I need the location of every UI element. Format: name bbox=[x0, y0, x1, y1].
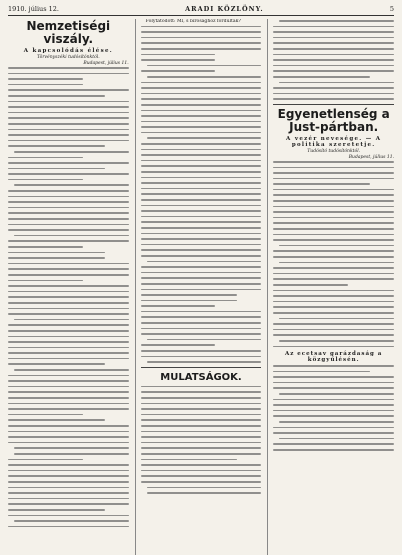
text-line bbox=[279, 20, 394, 22]
text-line bbox=[279, 262, 394, 264]
text-line bbox=[141, 54, 216, 56]
text-line bbox=[141, 70, 216, 72]
text-line bbox=[8, 285, 129, 287]
text-line bbox=[141, 115, 262, 117]
text-line bbox=[279, 82, 394, 84]
column-3-top-text bbox=[273, 20, 394, 100]
mulatsagok-body bbox=[141, 386, 262, 494]
text-line bbox=[141, 177, 262, 179]
text-line bbox=[8, 352, 129, 354]
text-line bbox=[141, 464, 262, 466]
text-line bbox=[8, 140, 129, 142]
text-line bbox=[14, 520, 129, 522]
article-subhead-2: A vezér nevesége. — A politika szeretetje. bbox=[286, 135, 382, 148]
section-divider bbox=[141, 367, 262, 368]
article-dateline: Budapest, július 11. bbox=[83, 61, 129, 66]
text-line bbox=[141, 414, 262, 416]
text-line bbox=[141, 205, 262, 207]
article-byline-2: Tudósító tudósítónktól. bbox=[307, 148, 361, 154]
text-line bbox=[141, 356, 262, 358]
text-line bbox=[141, 121, 262, 123]
text-line bbox=[8, 498, 129, 500]
text-line bbox=[273, 295, 394, 297]
text-line bbox=[141, 26, 262, 28]
text-line bbox=[141, 311, 262, 313]
text-line bbox=[141, 210, 262, 212]
text-line bbox=[273, 42, 394, 44]
text-line bbox=[141, 322, 262, 324]
text-line bbox=[273, 172, 394, 174]
text-line bbox=[141, 283, 262, 285]
text-line bbox=[141, 350, 262, 352]
text-line bbox=[141, 132, 262, 134]
column-2-opening: Folytatódott: Ml, s bírósághoz fordultak? bbox=[145, 19, 241, 24]
text-line bbox=[273, 87, 394, 89]
text-line bbox=[8, 112, 129, 114]
text-line bbox=[141, 216, 262, 218]
text-line bbox=[141, 333, 262, 335]
text-line bbox=[141, 249, 262, 251]
text-line bbox=[8, 397, 129, 399]
page-header bbox=[8, 5, 394, 16]
text-line bbox=[273, 37, 394, 39]
text-line bbox=[8, 101, 129, 103]
article-body-continued bbox=[141, 26, 262, 363]
text-line bbox=[141, 238, 262, 240]
text-line bbox=[8, 95, 105, 97]
text-line bbox=[8, 375, 129, 377]
column-2 bbox=[135, 19, 262, 555]
text-line bbox=[141, 386, 262, 388]
text-line bbox=[8, 212, 129, 214]
text-line bbox=[141, 221, 262, 223]
text-line bbox=[14, 235, 129, 237]
text-line bbox=[273, 323, 394, 325]
text-line bbox=[14, 369, 129, 371]
text-line bbox=[8, 503, 129, 505]
text-line bbox=[8, 341, 129, 343]
section-heading-mulatsagok: MULATSÁGOK. bbox=[160, 371, 242, 383]
text-line bbox=[141, 42, 262, 44]
text-line bbox=[141, 48, 262, 50]
text-line bbox=[147, 65, 262, 67]
text-line bbox=[273, 427, 394, 429]
text-line bbox=[273, 376, 394, 378]
text-line bbox=[141, 481, 262, 483]
text-line bbox=[141, 193, 262, 195]
text-line bbox=[8, 487, 129, 489]
text-line bbox=[273, 256, 394, 258]
text-line bbox=[8, 391, 129, 393]
subsection-body bbox=[273, 365, 394, 451]
text-line bbox=[141, 403, 262, 405]
text-line bbox=[8, 302, 129, 304]
text-line bbox=[8, 330, 129, 332]
text-line bbox=[8, 324, 129, 326]
text-line bbox=[8, 252, 105, 254]
article-byline: Törvényszéki tudósítónktól. bbox=[36, 55, 100, 60]
text-line bbox=[273, 239, 394, 241]
text-line bbox=[141, 425, 262, 427]
text-line bbox=[14, 453, 129, 455]
text-line bbox=[141, 272, 262, 274]
text-line bbox=[8, 459, 83, 461]
text-line bbox=[273, 404, 394, 406]
text-line bbox=[141, 160, 262, 162]
text-line bbox=[8, 470, 129, 472]
text-line bbox=[147, 339, 262, 341]
text-line bbox=[273, 211, 394, 213]
text-line bbox=[141, 126, 262, 128]
text-line bbox=[141, 475, 262, 477]
text-line bbox=[273, 228, 394, 230]
text-line bbox=[8, 240, 129, 242]
text-line bbox=[147, 487, 262, 489]
column-3 bbox=[267, 19, 394, 555]
text-line bbox=[8, 492, 129, 494]
text-line bbox=[141, 391, 262, 393]
text-line bbox=[141, 104, 262, 106]
text-line bbox=[273, 267, 394, 269]
text-line bbox=[273, 194, 394, 196]
text-line bbox=[273, 273, 394, 275]
text-line bbox=[273, 301, 394, 303]
text-line bbox=[141, 431, 262, 433]
text-line bbox=[141, 453, 262, 455]
text-line bbox=[8, 280, 83, 282]
text-line bbox=[141, 199, 262, 201]
newspaper-title: ARADI KÖZLÖNY. bbox=[185, 5, 264, 13]
text-line bbox=[8, 229, 129, 231]
text-line bbox=[147, 76, 262, 78]
text-line bbox=[141, 154, 262, 156]
text-line bbox=[8, 425, 129, 427]
text-line bbox=[141, 171, 262, 173]
text-line bbox=[141, 300, 238, 302]
text-line bbox=[8, 386, 129, 388]
text-line bbox=[8, 408, 129, 410]
text-line bbox=[141, 98, 262, 100]
text-line bbox=[273, 98, 394, 100]
text-line bbox=[8, 168, 105, 170]
text-line bbox=[147, 137, 262, 139]
page-number: 5 bbox=[389, 5, 394, 13]
text-line bbox=[273, 399, 394, 401]
text-line bbox=[8, 106, 129, 108]
text-line bbox=[273, 306, 394, 308]
text-line bbox=[273, 54, 394, 56]
text-line bbox=[141, 82, 262, 84]
text-line bbox=[141, 344, 216, 346]
text-line bbox=[8, 403, 129, 405]
text-line bbox=[141, 37, 262, 39]
text-line bbox=[8, 263, 129, 265]
text-line bbox=[8, 218, 129, 220]
text-line bbox=[147, 361, 262, 363]
text-line bbox=[273, 382, 394, 384]
text-line bbox=[141, 277, 262, 279]
text-line bbox=[8, 436, 129, 438]
text-line bbox=[273, 284, 348, 286]
text-line bbox=[14, 319, 129, 321]
text-line bbox=[141, 447, 262, 449]
text-line bbox=[141, 305, 216, 307]
text-line bbox=[279, 421, 394, 423]
text-line bbox=[8, 274, 129, 276]
text-line bbox=[141, 149, 262, 151]
text-line bbox=[8, 246, 83, 248]
article-body-2 bbox=[273, 161, 394, 347]
text-line bbox=[14, 151, 129, 153]
text-line bbox=[273, 415, 394, 417]
text-line bbox=[8, 196, 129, 198]
text-line bbox=[8, 414, 83, 416]
text-line bbox=[141, 397, 262, 399]
text-line bbox=[8, 515, 129, 517]
text-line bbox=[141, 289, 262, 291]
text-line bbox=[141, 110, 262, 112]
text-line bbox=[273, 371, 370, 373]
text-line bbox=[8, 117, 129, 119]
text-line bbox=[8, 179, 83, 181]
text-line bbox=[8, 475, 129, 477]
text-line bbox=[8, 173, 129, 175]
text-line bbox=[8, 336, 129, 338]
text-line bbox=[279, 245, 394, 247]
article-body bbox=[8, 67, 129, 527]
text-line bbox=[147, 492, 262, 494]
text-line bbox=[8, 257, 105, 259]
text-line bbox=[279, 318, 394, 320]
text-line bbox=[273, 189, 394, 191]
text-line bbox=[273, 222, 394, 224]
text-line bbox=[8, 431, 129, 433]
text-line bbox=[8, 526, 129, 528]
article-dateline-2: Budapest, július 11. bbox=[348, 154, 395, 160]
text-line bbox=[273, 93, 394, 95]
text-line bbox=[141, 316, 262, 318]
text-line bbox=[273, 59, 394, 61]
text-line bbox=[8, 207, 129, 209]
text-line bbox=[8, 134, 129, 136]
text-line bbox=[141, 294, 238, 296]
text-line bbox=[141, 182, 262, 184]
text-line bbox=[141, 188, 262, 190]
text-line bbox=[14, 184, 129, 186]
text-line bbox=[273, 432, 394, 434]
subsection-heading: Az ecetsav garázdaság a közgyűlésén. bbox=[285, 351, 383, 364]
text-line bbox=[8, 162, 129, 164]
text-line bbox=[8, 464, 129, 466]
text-line bbox=[141, 442, 262, 444]
text-line bbox=[141, 227, 262, 229]
section-divider bbox=[273, 104, 394, 105]
text-line bbox=[8, 224, 129, 226]
text-line bbox=[273, 206, 394, 208]
text-line bbox=[8, 291, 129, 293]
text-line bbox=[141, 93, 262, 95]
text-line bbox=[141, 31, 262, 33]
text-line bbox=[141, 143, 262, 145]
text-line bbox=[8, 78, 83, 80]
text-line bbox=[141, 255, 262, 257]
text-line bbox=[273, 290, 394, 292]
text-line bbox=[273, 234, 394, 236]
text-line bbox=[141, 408, 262, 410]
text-line bbox=[279, 340, 394, 342]
text-line bbox=[273, 387, 394, 389]
text-line bbox=[8, 308, 129, 310]
text-line bbox=[273, 334, 394, 336]
text-line bbox=[273, 443, 394, 445]
text-line bbox=[279, 393, 394, 395]
text-line bbox=[8, 89, 129, 91]
text-line bbox=[273, 70, 394, 72]
text-line bbox=[8, 268, 129, 270]
text-line bbox=[8, 347, 129, 349]
text-line bbox=[8, 509, 105, 511]
text-line bbox=[141, 328, 262, 330]
article-headline: Nemzetiségi viszály. bbox=[26, 19, 111, 46]
text-line bbox=[141, 233, 262, 235]
text-line bbox=[8, 313, 129, 315]
text-line bbox=[273, 410, 394, 412]
article-subhead: A kapcsolódás élése. bbox=[23, 48, 113, 54]
text-line bbox=[147, 261, 262, 263]
text-line bbox=[273, 183, 370, 185]
text-line bbox=[273, 217, 394, 219]
text-line bbox=[273, 365, 394, 367]
column-1 bbox=[8, 19, 129, 555]
text-line bbox=[8, 145, 105, 147]
article-headline-2: Egyenetlenség a Just-pártban. bbox=[277, 106, 390, 134]
text-line bbox=[273, 449, 394, 451]
text-line bbox=[141, 436, 262, 438]
text-line bbox=[141, 59, 216, 61]
text-line bbox=[273, 200, 394, 202]
text-line bbox=[273, 48, 394, 50]
text-line bbox=[8, 442, 129, 444]
text-line bbox=[8, 380, 129, 382]
text-line bbox=[141, 165, 262, 167]
text-line bbox=[141, 459, 238, 461]
text-line bbox=[273, 26, 394, 28]
text-line bbox=[8, 67, 129, 69]
text-line bbox=[273, 250, 394, 252]
text-line bbox=[8, 129, 129, 131]
text-line bbox=[8, 363, 105, 365]
text-line bbox=[8, 123, 129, 125]
text-line bbox=[273, 312, 394, 314]
issue-date: 1910. július 12. bbox=[8, 5, 59, 13]
text-line bbox=[141, 266, 262, 268]
text-line bbox=[141, 419, 262, 421]
text-line bbox=[8, 481, 129, 483]
text-line bbox=[8, 73, 129, 75]
text-line bbox=[141, 87, 262, 89]
text-line bbox=[273, 346, 394, 348]
text-line bbox=[273, 31, 394, 33]
text-line bbox=[8, 201, 129, 203]
text-line bbox=[141, 470, 262, 472]
text-line bbox=[273, 329, 394, 331]
text-line bbox=[8, 296, 129, 298]
text-line bbox=[14, 447, 129, 449]
text-line bbox=[141, 244, 262, 246]
text-line bbox=[273, 65, 394, 67]
text-line bbox=[8, 190, 129, 192]
text-line bbox=[273, 76, 370, 78]
text-line bbox=[8, 84, 83, 86]
text-line bbox=[273, 278, 394, 280]
text-line bbox=[279, 438, 394, 440]
text-line bbox=[273, 167, 394, 169]
text-line bbox=[8, 157, 83, 159]
text-line bbox=[273, 178, 394, 180]
text-line bbox=[273, 161, 394, 163]
text-line bbox=[8, 419, 105, 421]
text-line bbox=[8, 358, 129, 360]
